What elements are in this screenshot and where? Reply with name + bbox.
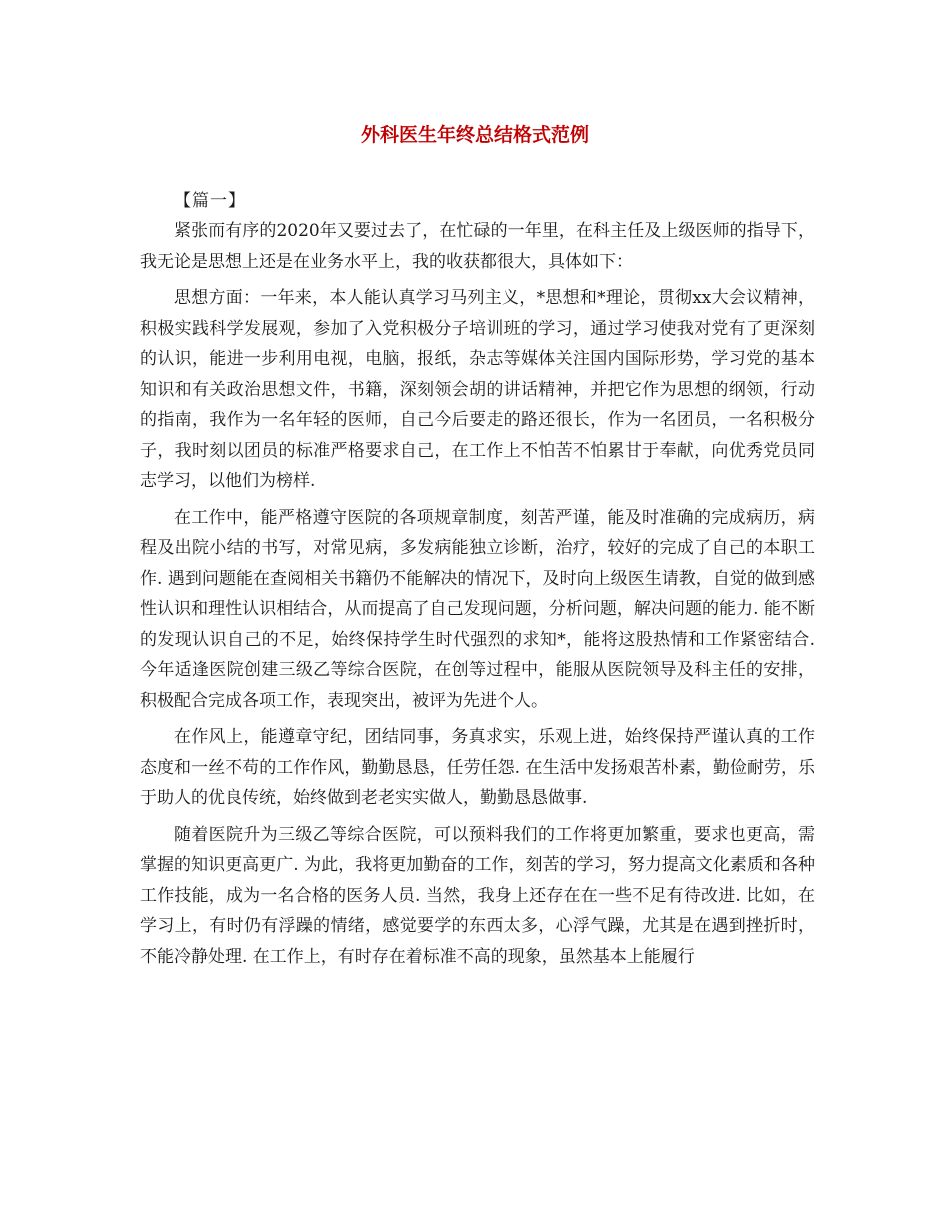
- document-title: 外科医生年终总结格式范例: [360, 124, 589, 146]
- paragraph-thought: 思想方面：一年来，本人能认真学习马列主义，*思想和*理论，贯彻xx大会议精神，积极实践科学发展观，参加了入党积极分子培训班的学习，通过学习使我对党有了更深刻的认识，能进一步利用电视，电脑，报纸，杂志等媒体关注国内国际形势，学习党的基本知识和有关政治思想文件，书籍，深刻领会胡的讲话精神，并把它作为思想的纲领，行动的指南，我作为一名年轻的医师，自己今后要走的路还很长，作为一名团员，一名积极分子，我时刻以团员的标准严格要求自己，在工作上不怕苦不怕累甘于奉献，向优秀党员同志学习，以他们为榜样.: [140, 288, 815, 491]
- paragraph-style: 在作风上，能遵章守纪，团结同事，务真求实，乐观上进，始终保持严谨认真的工作态度和一丝不苟的工作作风，勤勤恳恳，任劳任怨. 在生活中发扬艰苦朴素，勤俭耐劳，乐于助人的优良传统，始终做到老老实实做人，勤勤恳恳做事.: [140, 727, 815, 808]
- section-label: 【篇一】: [174, 191, 246, 211]
- document-body: [140, 186, 815, 978]
- paragraph-outlook: 随着医院升为三级乙等综合医院，可以预料我们的工作将更加繁重，要求也更高，需掌握的知识更高更广. 为此，我将更加勤奋的工作，刻苦的学习，努力提高文化素质和各种工作技能，成为一名合格的医务人员. 当然，我身上还存在在一些不足有待改进. 比如，在学习上，有时仍有浮躁的情绪，感觉要学的东西太多，心浮气躁，尤其是在遇到挫折时，不能冷静处理. 在工作上，有时存在着标准不高的现象，虽然基本上能履行: [140, 824, 815, 967]
- paragraph-intro: 紧张而有序的2020年又要过去了，在忙碌的一年里，在科主任及上级医师的指导下，我无论是思想上还是在业务水平上，我的收获都很大，具体如下：: [140, 221, 815, 272]
- paragraph-work: 在工作中，能严格遵守医院的各项规章制度，刻苦严谨，能及时准确的完成病历，病程及出院小结的书写，对常见病，多发病能独立诊断，治疗，较好的完成了自己的本职工作. 遇到问题能在查阅相关书籍仍不能解决的情况下，及时向上级医生请教，自觉的做到感性认识和理性认识相结合，从而提高了自己发现问题，分析问题，解决问题的能力. 能不断的发现认识自己的不足，始终保持学生时代强烈的求知*，能将这股热情和工作紧密结合. 今年适逢医院创建三级乙等综合医院，在创等过程中，能服从医院领导及科主任的安排，积极配合完成各项工作，表现突出，被评为先进个人。: [140, 507, 815, 711]
